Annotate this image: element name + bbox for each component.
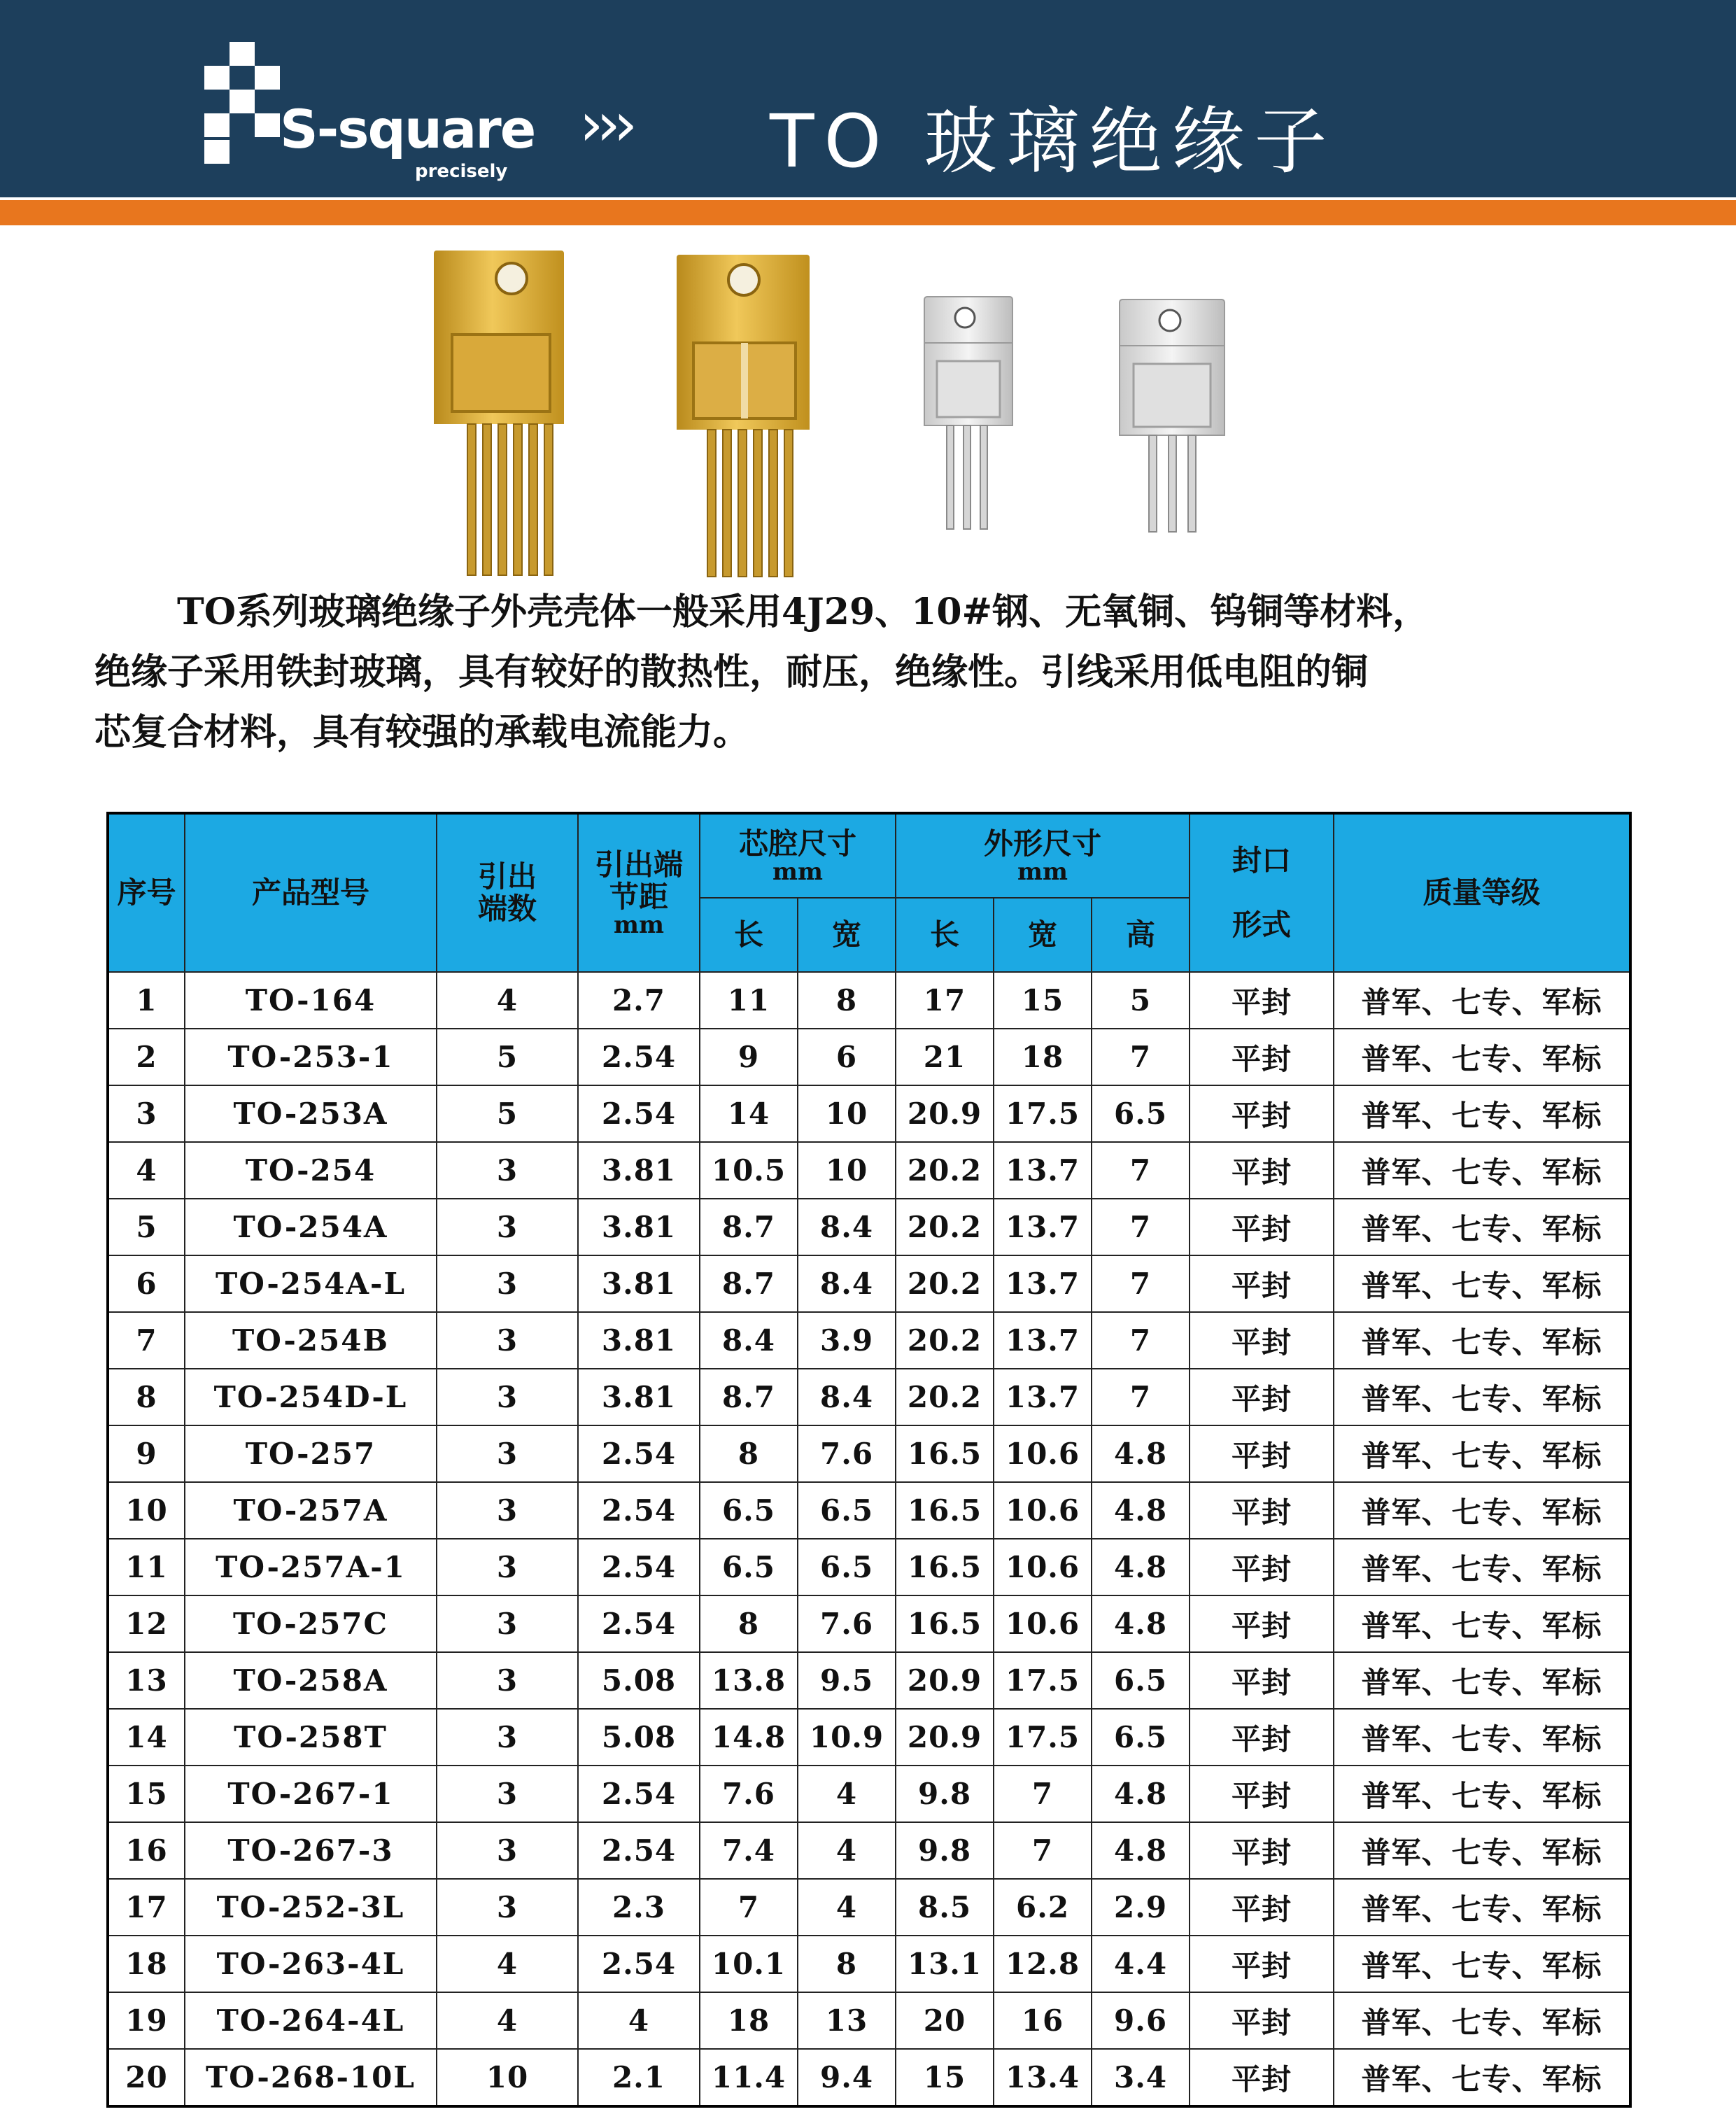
cell-pitch: 3.81 — [578, 1142, 700, 1199]
cell-pins: 3 — [437, 1539, 578, 1595]
cell-grade: 普军、七专、军标 — [1334, 2049, 1630, 2106]
cell-pins: 3 — [437, 1766, 578, 1822]
cell-model: TO-164 — [185, 972, 437, 1029]
cell-outline-length: 16.5 — [896, 1482, 994, 1539]
intro-line-3: 芯复合材料，具有较强的承载电流能力。 — [94, 711, 750, 754]
cell-grade: 普军、七专、军标 — [1334, 1766, 1630, 1822]
table-row — [108, 1199, 1630, 1255]
table-row — [108, 1595, 1630, 1652]
cell-cavity-width: 10 — [798, 1085, 896, 1142]
cell-cavity-width: 8.4 — [798, 1255, 896, 1312]
cell-pitch: 2.54 — [578, 1029, 700, 1085]
cell-pins: 10 — [437, 2049, 578, 2106]
cell-grade: 普军、七专、军标 — [1334, 1936, 1630, 1992]
table-row — [108, 1142, 1630, 1199]
cell-seal: 平封 — [1190, 1992, 1334, 2049]
cell-index: 5 — [108, 1199, 185, 1255]
col-header-model: 产品型号 — [185, 813, 437, 972]
table-row — [108, 1879, 1630, 1936]
cell-cavity-length: 6.5 — [700, 1539, 798, 1595]
cell-outline-length: 20.2 — [896, 1199, 994, 1255]
cell-cavity-length: 7 — [700, 1879, 798, 1936]
header-bar — [0, 0, 1736, 197]
cell-outline-length: 15 — [896, 2049, 994, 2106]
cell-model: TO-254D-L — [185, 1369, 437, 1425]
cell-seal: 平封 — [1190, 1879, 1334, 1936]
table-row — [108, 1255, 1630, 1312]
chevrons-icon: ››› — [579, 90, 631, 160]
cell-index: 20 — [108, 2049, 185, 2106]
cell-index: 2 — [108, 1029, 185, 1085]
cell-pins: 3 — [437, 1879, 578, 1936]
cell-seal: 平封 — [1190, 1199, 1334, 1255]
table-row — [108, 1029, 1630, 1085]
cell-outline-width: 6.2 — [994, 1879, 1092, 1936]
col-header-outline-height: 高 — [1092, 898, 1190, 972]
cell-model: TO-254A — [185, 1199, 437, 1255]
cell-outline-length: 20.2 — [896, 1312, 994, 1369]
cell-grade: 普军、七专、军标 — [1334, 1199, 1630, 1255]
cell-pitch: 3.81 — [578, 1369, 700, 1425]
cell-grade: 普军、七专、军标 — [1334, 972, 1630, 1029]
col-header-outline — [896, 813, 1190, 898]
cell-cavity-width: 4 — [798, 1879, 896, 1936]
cell-pitch: 2.54 — [578, 1482, 700, 1539]
cell-cavity-length: 8 — [700, 1595, 798, 1652]
col-header-seal-line1: 封口 — [1232, 843, 1292, 878]
table-row — [108, 1822, 1630, 1879]
cell-pitch: 5.08 — [578, 1709, 700, 1766]
cell-pitch: 2.54 — [578, 1822, 700, 1879]
cell-index: 7 — [108, 1312, 185, 1369]
cell-grade: 普军、七专、军标 — [1334, 1595, 1630, 1652]
cell-outline-width: 10.6 — [994, 1482, 1092, 1539]
cell-outline-length: 21 — [896, 1029, 994, 1085]
cell-grade: 普军、七专、军标 — [1334, 1312, 1630, 1369]
cell-outline-height: 4.8 — [1092, 1595, 1190, 1652]
cell-seal: 平封 — [1190, 1085, 1334, 1142]
brand-tagline: precisely — [415, 161, 508, 182]
cell-index: 16 — [108, 1822, 185, 1879]
cell-index: 18 — [108, 1936, 185, 1992]
col-header-pitch-line2: 节距 — [609, 880, 668, 914]
cell-cavity-width: 6 — [798, 1029, 896, 1085]
gold-to-package-6-pin-divided-icon — [668, 251, 815, 579]
cell-outline-height: 4.8 — [1092, 1822, 1190, 1879]
intro-paragraph — [94, 582, 1648, 763]
cell-outline-width: 17.5 — [994, 1652, 1092, 1709]
col-header-cavity — [700, 813, 896, 898]
cell-pins: 3 — [437, 1425, 578, 1482]
cell-cavity-length: 18 — [700, 1992, 798, 2049]
cell-outline-length: 20.2 — [896, 1369, 994, 1425]
cell-outline-height: 4.8 — [1092, 1766, 1190, 1822]
cell-outline-height: 6.5 — [1092, 1709, 1190, 1766]
cell-outline-height: 7 — [1092, 1142, 1190, 1199]
cell-pins: 3 — [437, 1199, 578, 1255]
cell-outline-length: 13.1 — [896, 1936, 994, 1992]
col-header-outline-width: 宽 — [994, 898, 1092, 972]
cell-pins: 4 — [437, 972, 578, 1029]
cell-outline-length: 16.5 — [896, 1595, 994, 1652]
cell-pins: 5 — [437, 1085, 578, 1142]
cell-cavity-length: 6.5 — [700, 1482, 798, 1539]
col-header-seal — [1190, 813, 1334, 972]
cell-model: TO-267-3 — [185, 1822, 437, 1879]
cell-grade: 普军、七专、军标 — [1334, 1539, 1630, 1595]
cell-cavity-width: 8.4 — [798, 1199, 896, 1255]
col-header-pins-line2: 端数 — [477, 892, 537, 926]
cell-cavity-width: 4 — [798, 1766, 896, 1822]
cell-outline-height: 4.4 — [1092, 1936, 1190, 1992]
cell-cavity-length: 10.1 — [700, 1936, 798, 1992]
cell-outline-length: 20.2 — [896, 1142, 994, 1199]
cell-seal: 平封 — [1190, 972, 1334, 1029]
cell-seal: 平封 — [1190, 1766, 1334, 1822]
cell-pins: 4 — [437, 1936, 578, 1992]
cell-cavity-length: 11.4 — [700, 2049, 798, 2106]
cell-pins: 3 — [437, 1652, 578, 1709]
cell-outline-width: 13.7 — [994, 1199, 1092, 1255]
cell-model: TO-254A-L — [185, 1255, 437, 1312]
cell-cavity-width: 10 — [798, 1142, 896, 1199]
cell-model: TO-254 — [185, 1142, 437, 1199]
cell-model: TO-258A — [185, 1652, 437, 1709]
table-row — [108, 1312, 1630, 1369]
cell-outline-width: 10.6 — [994, 1425, 1092, 1482]
cell-cavity-width: 8 — [798, 1936, 896, 1992]
cell-pins: 3 — [437, 1709, 578, 1766]
cell-pins: 3 — [437, 1142, 578, 1199]
cell-outline-width: 7 — [994, 1822, 1092, 1879]
cell-cavity-length: 8.7 — [700, 1369, 798, 1425]
cell-seal: 平封 — [1190, 1539, 1334, 1595]
table-row — [108, 1709, 1630, 1766]
cell-model: TO-253-1 — [185, 1029, 437, 1085]
table-row — [108, 1482, 1630, 1539]
cell-index: 11 — [108, 1539, 185, 1595]
cell-outline-width: 17.5 — [994, 1709, 1092, 1766]
cell-cavity-width: 4 — [798, 1822, 896, 1879]
cell-cavity-width: 9.5 — [798, 1652, 896, 1709]
cell-outline-width: 13.7 — [994, 1255, 1092, 1312]
cell-index: 15 — [108, 1766, 185, 1822]
col-header-pitch-unit: mm — [614, 911, 664, 939]
cell-outline-length: 17 — [896, 972, 994, 1029]
cell-model: TO-252-3L — [185, 1879, 437, 1936]
cell-index: 6 — [108, 1255, 185, 1312]
cell-model: TO-263-4L — [185, 1936, 437, 1992]
cell-cavity-width: 3.9 — [798, 1312, 896, 1369]
cell-pitch: 2.1 — [578, 2049, 700, 2106]
silver-to-package-3-pin-icon — [919, 294, 1017, 532]
table-row — [108, 1652, 1630, 1709]
cell-cavity-length: 13.8 — [700, 1652, 798, 1709]
cell-outline-width: 18 — [994, 1029, 1092, 1085]
cell-model: TO-268-10L — [185, 2049, 437, 2106]
cell-index: 19 — [108, 1992, 185, 2049]
cell-model: TO-254B — [185, 1312, 437, 1369]
cell-seal: 平封 — [1190, 1425, 1334, 1482]
cell-outline-length: 20.9 — [896, 1709, 994, 1766]
cell-pitch: 3.81 — [578, 1312, 700, 1369]
cell-grade: 普军、七专、军标 — [1334, 1142, 1630, 1199]
col-header-pins-line1: 引出 — [477, 859, 537, 894]
intro-line-2: 绝缘子采用铁封玻璃，具有较好的散热性，耐压，绝缘性。引线采用低电阻的铜 — [94, 651, 1369, 693]
cell-cavity-length: 10.5 — [700, 1142, 798, 1199]
cell-seal: 平封 — [1190, 1369, 1334, 1425]
cell-pitch: 2.54 — [578, 1936, 700, 1992]
cell-cavity-length: 8.7 — [700, 1199, 798, 1255]
cell-outline-length: 9.8 — [896, 1822, 994, 1879]
cell-cavity-length: 14 — [700, 1085, 798, 1142]
gold-to-package-6-pin-icon — [428, 245, 568, 578]
cell-grade: 普军、七专、军标 — [1334, 1029, 1630, 1085]
cell-outline-length: 20.2 — [896, 1255, 994, 1312]
col-header-outline-unit: mm — [1017, 858, 1068, 886]
cell-outline-height: 5 — [1092, 972, 1190, 1029]
cell-grade: 普军、七专、军标 — [1334, 1652, 1630, 1709]
col-header-outline-length: 长 — [896, 898, 994, 972]
cell-pitch: 5.08 — [578, 1652, 700, 1709]
cell-model: TO-257 — [185, 1425, 437, 1482]
cell-cavity-width: 6.5 — [798, 1539, 896, 1595]
col-header-pins — [437, 813, 578, 972]
col-header-cavity-unit: mm — [772, 858, 823, 886]
cell-model: TO-264-4L — [185, 1992, 437, 2049]
s-square-logo-icon — [204, 42, 281, 165]
cell-model: TO-267-1 — [185, 1766, 437, 1822]
col-header-cavity-width: 宽 — [798, 898, 896, 972]
table-row — [108, 1369, 1630, 1425]
cell-outline-width: 10.6 — [994, 1539, 1092, 1595]
cell-outline-height: 6.5 — [1092, 1085, 1190, 1142]
cell-model: TO-253A — [185, 1085, 437, 1142]
cell-outline-height: 7 — [1092, 1029, 1190, 1085]
cell-outline-width: 7 — [994, 1766, 1092, 1822]
cell-cavity-width: 10.9 — [798, 1709, 896, 1766]
cell-seal: 平封 — [1190, 2049, 1334, 2106]
cell-cavity-width: 13 — [798, 1992, 896, 2049]
cell-grade: 普军、七专、军标 — [1334, 1879, 1630, 1936]
table-row — [108, 972, 1630, 1029]
cell-outline-width: 13.7 — [994, 1142, 1092, 1199]
cell-grade: 普军、七专、军标 — [1334, 1709, 1630, 1766]
cell-index: 9 — [108, 1425, 185, 1482]
cell-pins: 3 — [437, 1822, 578, 1879]
cell-outline-length: 16.5 — [896, 1539, 994, 1595]
cell-pins: 3 — [437, 1312, 578, 1369]
cell-outline-length: 8.5 — [896, 1879, 994, 1936]
page-title: TO 玻璃绝缘子 — [770, 99, 1337, 184]
cell-pins: 5 — [437, 1029, 578, 1085]
cell-index: 3 — [108, 1085, 185, 1142]
table-body — [108, 972, 1630, 2106]
cell-outline-width: 12.8 — [994, 1936, 1092, 1992]
cell-pitch: 3.81 — [578, 1255, 700, 1312]
cell-cavity-width: 7.6 — [798, 1595, 896, 1652]
cell-pins: 3 — [437, 1482, 578, 1539]
cell-pitch: 2.54 — [578, 1766, 700, 1822]
cell-outline-length: 20.9 — [896, 1652, 994, 1709]
cell-outline-height: 3.4 — [1092, 2049, 1190, 2106]
cell-grade: 普军、七专、军标 — [1334, 1369, 1630, 1425]
cell-outline-height: 9.6 — [1092, 1992, 1190, 2049]
cell-outline-length: 16.5 — [896, 1425, 994, 1482]
cell-index: 8 — [108, 1369, 185, 1425]
col-header-grade: 质量等级 — [1334, 813, 1630, 972]
cell-outline-height: 2.9 — [1092, 1879, 1190, 1936]
cell-outline-height: 6.5 — [1092, 1652, 1190, 1709]
cell-outline-height: 7 — [1092, 1312, 1190, 1369]
cell-pitch: 2.54 — [578, 1595, 700, 1652]
cell-outline-height: 4.8 — [1092, 1425, 1190, 1482]
cell-outline-height: 4.8 — [1092, 1539, 1190, 1595]
cell-grade: 普军、七专、军标 — [1334, 1822, 1630, 1879]
cell-outline-width: 13.4 — [994, 2049, 1092, 2106]
cell-outline-length: 20 — [896, 1992, 994, 2049]
cell-pins: 3 — [437, 1595, 578, 1652]
cell-pitch: 4 — [578, 1992, 700, 2049]
table-row — [108, 1992, 1630, 2049]
cell-cavity-length: 8.7 — [700, 1255, 798, 1312]
cell-outline-height: 7 — [1092, 1369, 1190, 1425]
cell-outline-width: 16 — [994, 1992, 1092, 2049]
accent-stripe — [0, 200, 1736, 225]
cell-seal: 平封 — [1190, 1255, 1334, 1312]
cell-seal: 平封 — [1190, 1822, 1334, 1879]
col-header-pitch — [578, 813, 700, 972]
table-row — [108, 1766, 1630, 1822]
cell-pitch: 2.3 — [578, 1879, 700, 1936]
cell-pitch: 2.54 — [578, 1539, 700, 1595]
cell-index: 10 — [108, 1482, 185, 1539]
table-row — [108, 1539, 1630, 1595]
col-header-pitch-line1: 引出端 — [594, 847, 683, 882]
col-header-cavity-length: 长 — [700, 898, 798, 972]
cell-outline-height: 7 — [1092, 1199, 1190, 1255]
cell-seal: 平封 — [1190, 1595, 1334, 1652]
cell-pitch: 2.54 — [578, 1425, 700, 1482]
table-row — [108, 1425, 1630, 1482]
cell-cavity-length: 8 — [700, 1425, 798, 1482]
cell-model: TO-257A — [185, 1482, 437, 1539]
cell-index: 17 — [108, 1879, 185, 1936]
cell-outline-width: 17.5 — [994, 1085, 1092, 1142]
cell-outline-width: 13.7 — [994, 1369, 1092, 1425]
cell-cavity-length: 7.6 — [700, 1766, 798, 1822]
table-row — [108, 1085, 1630, 1142]
cell-index: 14 — [108, 1709, 185, 1766]
table-row — [108, 1936, 1630, 1992]
cell-cavity-length: 7.4 — [700, 1822, 798, 1879]
cell-outline-height: 7 — [1092, 1255, 1190, 1312]
cell-outline-width: 15 — [994, 972, 1092, 1029]
cell-pitch: 2.7 — [578, 972, 700, 1029]
cell-pins: 4 — [437, 1992, 578, 2049]
cell-grade: 普军、七专、军标 — [1334, 1482, 1630, 1539]
cell-seal: 平封 — [1190, 1709, 1334, 1766]
cell-pins: 3 — [437, 1369, 578, 1425]
cell-cavity-length: 8.4 — [700, 1312, 798, 1369]
cell-outline-length: 20.9 — [896, 1085, 994, 1142]
cell-outline-width: 10.6 — [994, 1595, 1092, 1652]
cell-grade: 普军、七专、军标 — [1334, 1992, 1630, 2049]
cell-cavity-width: 8.4 — [798, 1369, 896, 1425]
cell-cavity-width: 6.5 — [798, 1482, 896, 1539]
intro-line-1: TO系列玻璃绝缘子外壳壳体一般采用4J29、10#钢、无氧铜、钨铜等材料， — [177, 591, 1430, 633]
brand-name: S-square — [280, 98, 535, 160]
cell-index: 12 — [108, 1595, 185, 1652]
col-header-index: 序号 — [108, 813, 185, 972]
col-header-seal-line2: 形式 — [1232, 908, 1292, 942]
cell-grade: 普军、七专、军标 — [1334, 1085, 1630, 1142]
cell-pitch: 2.54 — [578, 1085, 700, 1142]
cell-seal: 平封 — [1190, 1652, 1334, 1709]
cell-index: 1 — [108, 972, 185, 1029]
cell-seal: 平封 — [1190, 1936, 1334, 1992]
cell-seal: 平封 — [1190, 1142, 1334, 1199]
cell-outline-height: 4.8 — [1092, 1482, 1190, 1539]
cell-pitch: 3.81 — [578, 1199, 700, 1255]
cell-grade: 普军、七专、军标 — [1334, 1255, 1630, 1312]
cell-cavity-length: 9 — [700, 1029, 798, 1085]
cell-outline-width: 13.7 — [994, 1312, 1092, 1369]
cell-grade: 普军、七专、军标 — [1334, 1425, 1630, 1482]
cell-cavity-length: 14.8 — [700, 1709, 798, 1766]
silver-to-package-3-pin-icon — [1115, 297, 1227, 535]
col-header-cavity-label: 芯腔尺寸 — [739, 826, 857, 861]
cell-outline-length: 9.8 — [896, 1766, 994, 1822]
cell-cavity-width: 9.4 — [798, 2049, 896, 2106]
cell-model: TO-258T — [185, 1709, 437, 1766]
cell-cavity-width: 7.6 — [798, 1425, 896, 1482]
cell-index: 4 — [108, 1142, 185, 1199]
cell-cavity-length: 11 — [700, 972, 798, 1029]
cell-model: TO-257A-1 — [185, 1539, 437, 1595]
cell-cavity-width: 8 — [798, 972, 896, 1029]
cell-index: 13 — [108, 1652, 185, 1709]
cell-seal: 平封 — [1190, 1482, 1334, 1539]
cell-seal: 平封 — [1190, 1029, 1334, 1085]
cell-seal: 平封 — [1190, 1312, 1334, 1369]
table-row — [108, 2049, 1630, 2106]
cell-pins: 3 — [437, 1255, 578, 1312]
cell-model: TO-257C — [185, 1595, 437, 1652]
spec-table — [106, 812, 1632, 2108]
col-header-outline-label: 外形尺寸 — [984, 826, 1102, 861]
